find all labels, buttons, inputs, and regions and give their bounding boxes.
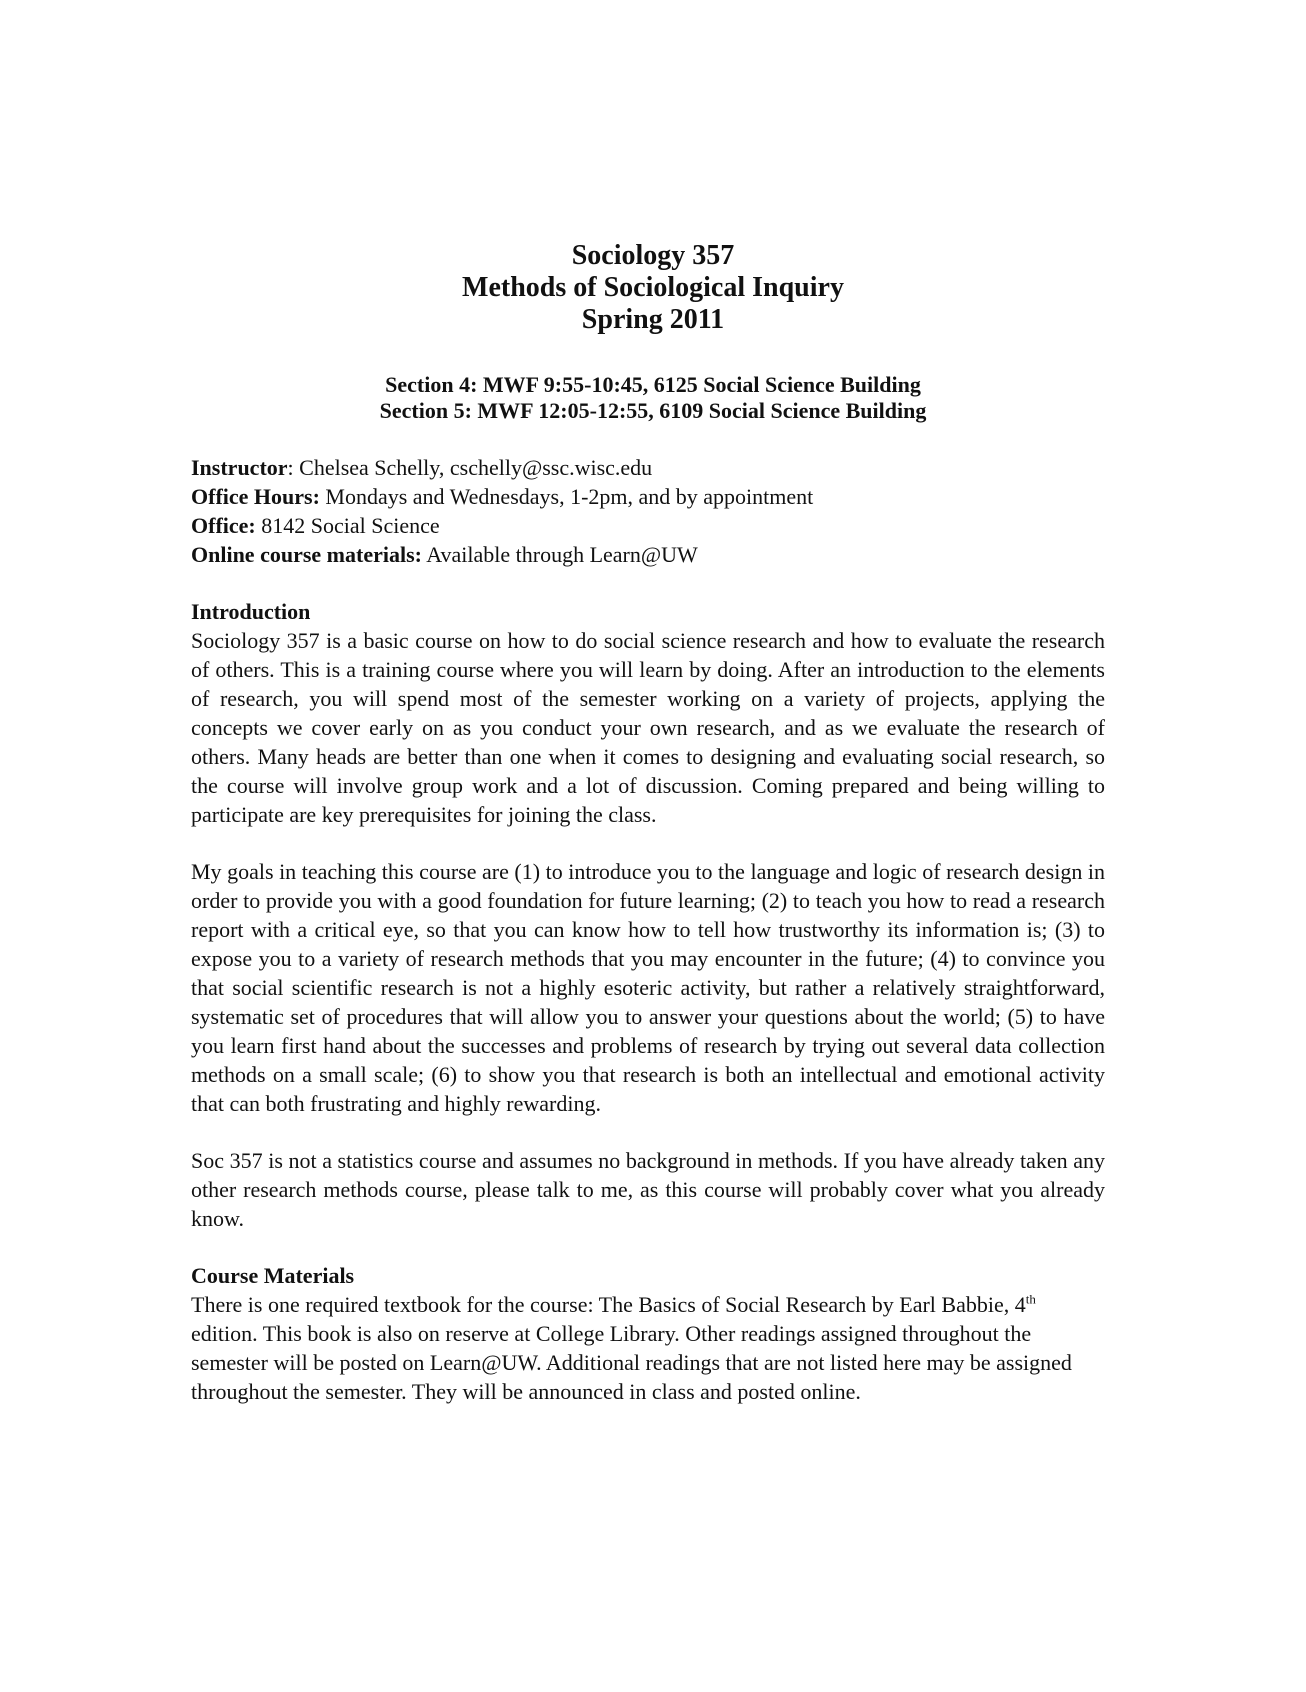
office-hours-value: Mondays and Wednesdays, 1-2pm, and by appointment (319, 484, 814, 509)
instructor-label: Instructor (191, 455, 288, 480)
office-line (191, 511, 1105, 540)
edition-superscript: th (1025, 1291, 1036, 1307)
introduction-paragraph: Sociology 357 is a basic course on how to do social science research and how to evaluate the research of others. This is a training course where you will learn by doing. After an introduction to the elements of research, you will spend most of the semester working on a variety of projects, applying the concepts we cover early on as you conduct your own research, and as we evaluate the research of others. Many heads are better than one when it comes to designing and evaluating social research, so the course will involve group work and a lot of discussion. Coming prepared and being willing to participate are key prerequisites for joining the class. (191, 628, 1105, 827)
prerequisites-paragraph: Soc 357 is not a statistics course and assumes no background in methods. If you have already taken any other research methods course, please talk to me, as this course will probably cover what you already know. (191, 1148, 1105, 1231)
office-value: 8142 Social Science (255, 513, 440, 538)
document-title (0, 240, 1306, 336)
course-materials-text-cont: edition. This book is also on reserve at College Library. Other readings assigned throughout the semester will be posted on Learn@UW. Additional readings that are not listed here may be assigned throughout the semester. They will be announced in class and posted online. (191, 1321, 1072, 1404)
course-term: Spring 2011 (581, 304, 725, 335)
course-materials-heading: Course Materials (191, 1263, 355, 1288)
goals-paragraph: My goals in teaching this course are (1) to introduce you to the language and logic of research design in order to provide you with a good foundation for future learning; (2) to teach you how to read a research report with a critical eye, so that you can know how to tell how trustworthy its information is; (3) to expose you to a variety of research methods that you may encounter in the future; (4) to convince you that social scientific research is not a highly esoteric activity, but rather a relatively straightforward, systematic set of procedures that will allow you to answer your questions about the world; (5) to have you learn first hand about the successes and problems of research by trying out several data collection methods on a small scale; (6) to show you that research is both an intellectual and emotional activity that can both frustrating and highly rewarding. (191, 859, 1105, 1116)
office-hours-line (191, 482, 1105, 511)
course-materials-text: There is one required textbook for the course: The Basics of Social Research by Earl Babbie, 4 (191, 1292, 1026, 1317)
online-materials-line (191, 540, 1105, 569)
section-line: Section 5: MWF 12:05-12:55, 6109 Social Science Building (379, 398, 927, 423)
online-materials-label: Online course materials: (191, 542, 422, 567)
syllabus-body (191, 453, 1105, 1406)
office-label: Office: (191, 513, 256, 538)
course-materials-paragraph (191, 1290, 1105, 1406)
course-number: Sociology 357 (571, 240, 735, 271)
section-line: Section 4: MWF 9:55-10:45, 6125 Social Science Building (385, 372, 921, 397)
section-schedule (0, 372, 1306, 424)
online-materials-value: Available through Learn@UW (421, 542, 698, 567)
introduction-heading: Introduction (191, 599, 311, 624)
instructor-line (191, 453, 1105, 482)
course-title: Methods of Sociological Inquiry (462, 272, 844, 303)
office-hours-label: Office Hours: (191, 484, 320, 509)
instructor-value: : Chelsea Schelly, cschelly@ssc.wisc.edu (287, 455, 653, 480)
